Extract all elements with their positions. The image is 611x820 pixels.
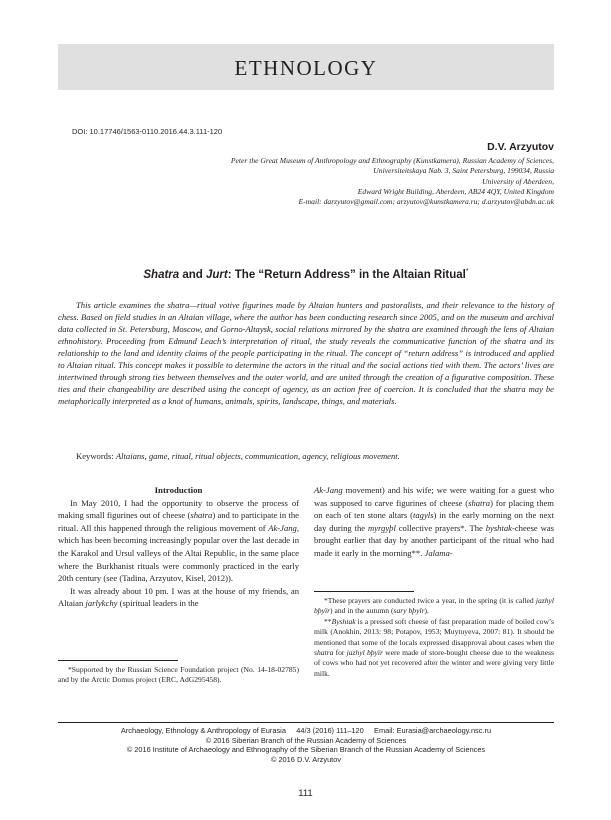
text-run: for (333, 648, 347, 658)
abstract: This article examines the shatra—ritual votive figurines made by Altaian hunters and pastoralists, and their relevance to the history of chess. Based on field studies in an Altaian village, where the author has been conducting research since 2005, and on the museum and archival data collected in St. Petersburg, Moscow, and Gorno-Altaysk, social relations mirrored by the shatra are examined through the lens of Altaian ethnohistory. Proceeding from Edmund Leach’s interpretation of ritual, the study reveals the communicative function of the shatra and its relationship to the land and identity claims of the people participating in the ritual. The concept of “return address” is introduced and applied to Altaian ritual. This concept makes it possible to determine the actors in the ritual and the social actions tied with them. The actors’ lives are intertwined through strong ties between themselves and the outer world, and are united through the creation of a figurative composition. These ties and their changeability are described using the concept of agency, as an action free of coercion. It is concluded that the shatra may be metaphorically interpreted as a knot of humans, animals, spirits, landscape, things, and materials. (58, 300, 554, 406)
text-run: ). (424, 606, 429, 616)
keywords (76, 451, 400, 461)
affiliation-line: Edward Wright Building, Aberdeen, AB24 4QY, United Kingdom (357, 186, 554, 196)
text-run: ** (324, 616, 332, 626)
text-run: were made of store-bought cheese due to the weakness of cows who had not yet recovered after the winter and were giving very little milk. (314, 648, 554, 678)
term: jazhyl bþyïr (314, 596, 554, 616)
keywords-label: Keywords: (76, 451, 114, 461)
text-run: ) and in the autumn ( (330, 606, 394, 616)
term: jarlykchy (85, 598, 118, 609)
term: Jalama- (424, 547, 453, 558)
term: Byshtak (331, 616, 356, 626)
paragraph (58, 497, 299, 585)
text-run: ) and to participate in the ritual. All this happened through the religious movement of (58, 510, 299, 533)
section-heading: Introduction (154, 485, 203, 495)
text-run: ) in the early morning on the next day during the (314, 510, 554, 533)
journal-line (58, 726, 554, 736)
affiliation-line: Peter the Great Museum of Anthropology and Ethnography (Kunstkamera), Russian Academy of Sciences, (230, 156, 554, 165)
text-run: is a pressed soft cheese of fast preparation made of boiled cow’s milk (Anokhin, 2013: 98; Potapov, 1953; Muytuyeva, 2007: 81). It should be mentioned that some of the locals expressed disapproval about cases when the (314, 616, 554, 647)
text-run: -cheese was brought earlier that day by another participant of the ritual who had made it early in the morning**. (314, 522, 554, 558)
footer-rule (58, 722, 554, 723)
footnote: *Supported by the Russian Science Foundation project (No. 14-18-02785) and by the Arctic Domus project (ERC, AdG295458). (58, 665, 299, 685)
term: byshtak (485, 522, 512, 533)
title-term: Shatra (143, 268, 180, 281)
term: shatra (314, 648, 334, 658)
text-run: (spiritual leaders in the (117, 598, 199, 609)
title-text: and (179, 268, 207, 281)
section-banner (58, 44, 554, 90)
term: myrgyþl (368, 522, 396, 533)
text-run: , which has been becoming increasingly popular over the last decade in the Karakol and Ursul valleys of the Altai Republic, in the same place where the Burkhanist rituals were commonly practiced in the early 20th century (see (Tadina, Arzyutov, Kisel, 2012)). (58, 522, 299, 584)
footnotes-right (314, 596, 554, 679)
text-run: collective prayers*. The (395, 522, 486, 533)
footnote (314, 596, 554, 617)
title-footnote-mark: * (465, 268, 469, 275)
text-run: ) for placing them on each of ten stone altars ( (314, 497, 554, 521)
term: jazhyl bþyïr (346, 648, 383, 658)
journal-email: Email: Eurasia@archaeology.nsc.ru (374, 726, 492, 735)
copyright-line: © 2016 D.V. Arzyutov (270, 754, 342, 764)
paragraph (58, 585, 299, 610)
affiliation-line: Universiteitskaya Nab. 3, Saint Petersburg, 199034, Russia (373, 166, 554, 176)
author-affiliation (74, 156, 554, 207)
footnote (314, 617, 554, 679)
body-column-right (314, 484, 554, 560)
paragraph (314, 484, 554, 560)
footnote-rule (314, 591, 414, 592)
section-title: ETHNOLOGY (234, 56, 378, 80)
copyright-line: © 2016 Institute of Archaeology and Ethnography of the Siberian Branch of the Russian Academy of Sciences (126, 745, 486, 755)
text-run: movement) and his wife; we were waiting for a guest who was supposed to carve figurines of cheese ( (314, 485, 554, 508)
journal-footer (58, 726, 554, 764)
copyright-line: © 2016 Siberian Branch of the Russian Academy of Sciences (205, 735, 407, 745)
term: Ak-Jang (268, 522, 297, 533)
page-number: 111 (298, 788, 313, 799)
text-run: *These prayers are conducted twice a year, in the spring (it is called (324, 596, 536, 605)
term: tagyls (412, 510, 434, 521)
term: sary bþyïr (393, 606, 425, 616)
text-run: It was already about 10 pm. I was at the house of my friends, an Altaian (58, 585, 299, 609)
term: shatra (190, 510, 213, 521)
affiliation-email: E-mail: darzyutov@gmail.com; arzyutov@kunstkamera.ru; d.arzyutov@abdn.ac.uk (298, 197, 554, 207)
title-text: : The “Return Address” in the Altaian Ritual (227, 268, 466, 281)
keywords-value: Altaians, game, ritual, ritual objects, communication, agency, religious movement. (115, 451, 400, 461)
text-run: In May 2010, I had the opportunity to observe the process of making small figurines out of cheese ( (58, 497, 299, 521)
title-term: Jurt (206, 268, 228, 281)
term: shatra (468, 497, 491, 508)
article-title (58, 268, 554, 281)
journal-issue: 44/3 (2016) 111–120 (296, 726, 364, 735)
journal-name: Archaeology, Ethnology & Anthropology of Eurasia (120, 726, 286, 735)
doi-line: DOI: 10.17746/1563-0110.2016.44.3.111-120 (72, 127, 223, 136)
footnote-left (58, 665, 299, 686)
footnote-rule (58, 660, 178, 661)
author-name: D.V. Arzyutov (487, 141, 554, 153)
body-column-left (58, 484, 299, 610)
term: Ak-Jang (314, 485, 343, 495)
affiliation-line: University of Aberdeen, (482, 176, 554, 186)
